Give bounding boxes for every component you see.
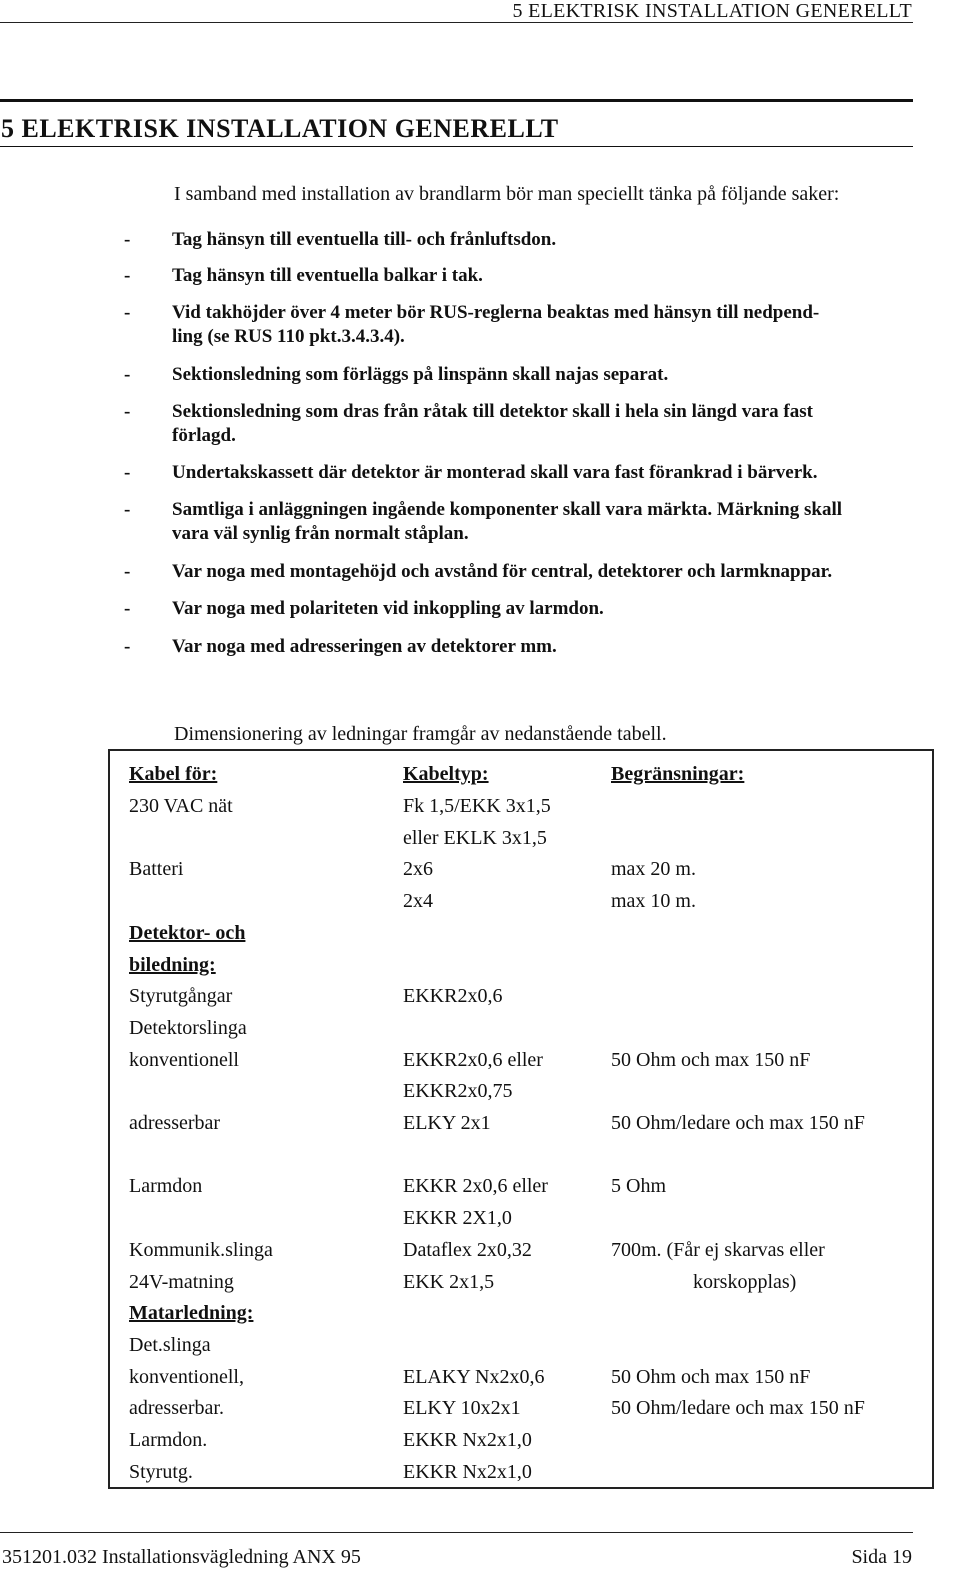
table-cell: EKKR 2x0,6 eller: [403, 1175, 548, 1197]
footer-page-number: Sida 19: [851, 1546, 912, 1568]
bullet-text: Vid takhöjder över 4 meter bör RUS-reglerna beaktas med hänsyn till nedpend-: [172, 302, 820, 323]
table-header-cell: Kabel för:: [129, 763, 218, 785]
dimension-text: Dimensionering av ledningar framgår av nedanstående tabell.: [174, 723, 667, 745]
header-rule: [0, 22, 913, 23]
bullet-item: [0, 302, 960, 324]
table-cell: Det.slinga: [129, 1334, 211, 1356]
table-cell: Fk 1,5/EKK 3x1,5: [403, 795, 551, 817]
running-header: 5 ELEKTRISK INSTALLATION GENERELLT: [512, 0, 912, 22]
bullet-text: Sektionsledning som dras från råtak till detektor skall i hela sin längd vara fast: [172, 401, 813, 422]
table-cell: ELKY 10x2x1: [403, 1397, 521, 1419]
table-cell: Kommunik.slinga: [129, 1239, 273, 1261]
table-cell: 50 Ohm/ledare och max 150 nF: [611, 1397, 865, 1419]
section-rule: [0, 99, 913, 102]
table-cell: ELAKY Nx2x0,6: [403, 1366, 545, 1388]
intro-text: I samband med installation av brandlarm bör man speciellt tänka på följande saker:: [174, 183, 840, 205]
bullet-dash: -: [124, 499, 131, 520]
bullet-dash: -: [124, 364, 131, 385]
table-cell: korskopplas): [693, 1271, 797, 1293]
bullet-text: Tag hänsyn till eventuella balkar i tak.: [172, 265, 483, 286]
bullet-text: Tag hänsyn till eventuella till- och frånluftsdon.: [172, 229, 557, 250]
bullet-text: Undertakskassett där detektor är monterad skall vara fast förankrad i bärverk.: [172, 462, 818, 483]
bullet-item: [0, 561, 960, 583]
table-cell: Dataflex 2x0,32: [403, 1239, 532, 1261]
table-cell: Detektor- och: [129, 922, 246, 944]
bullet-text: Sektionsledning som förläggs på linspänn skall najas separat.: [172, 364, 669, 385]
table-cell: adresserbar: [129, 1112, 221, 1134]
table-cell: 230 VAC nät: [129, 795, 233, 817]
bullet-text: Var noga med montagehöjd och avstånd för central, detektorer och larmknappar.: [172, 561, 833, 582]
bullet-dash: -: [124, 302, 131, 323]
table-cell: Styrutg.: [129, 1461, 193, 1483]
table-cell: Detektorslinga: [129, 1017, 247, 1039]
title-underline: [0, 146, 913, 147]
bullet-text: förlagd.: [172, 425, 236, 446]
bullet-dash: -: [124, 229, 131, 250]
table-cell: EKK 2x1,5: [403, 1271, 495, 1293]
table-cell: EKKR2x0,75: [403, 1080, 513, 1102]
footer-document-id: 351201.032 Installationsvägledning ANX 95: [2, 1546, 361, 1568]
bullet-dash: -: [124, 462, 131, 483]
bullet-dash: -: [124, 598, 131, 619]
table-cell: max 20 m.: [611, 858, 696, 880]
table-cell: 2x6: [403, 858, 433, 880]
table-cell: 50 Ohm och max 150 nF: [611, 1049, 811, 1071]
bullet-text: Var noga med adresseringen av detektorer mm.: [172, 636, 557, 657]
table-cell: 50 Ohm/ledare och max 150 nF: [611, 1112, 865, 1134]
bullet-item: [0, 425, 960, 447]
bullet-dash: -: [124, 265, 131, 286]
bullet-item: [0, 499, 960, 521]
bullet-dash: -: [124, 401, 131, 422]
footer-rule: [0, 1532, 913, 1533]
bullet-dash: -: [124, 636, 131, 657]
table-header-cell: Begränsningar:: [611, 763, 745, 785]
table-cell: Larmdon.: [129, 1429, 208, 1451]
bullet-text: vara väl synlig från normalt ståplan.: [172, 523, 469, 544]
table-cell: EKKR 2X1,0: [403, 1207, 512, 1229]
bullet-item: [0, 636, 960, 658]
table-cell: Matarledning:: [129, 1302, 254, 1324]
table-cell: adresserbar.: [129, 1397, 224, 1419]
table-header-cell: Kabeltyp:: [403, 763, 489, 785]
bullet-item: [0, 462, 960, 484]
table-cell: ELKY 2x1: [403, 1112, 491, 1134]
table-cell: EKKR Nx2x1,0: [403, 1461, 532, 1483]
bullet-item: [0, 326, 960, 348]
table-cell: Batteri: [129, 858, 184, 880]
bullet-item: [0, 523, 960, 545]
table-cell: 24V-matning: [129, 1271, 234, 1293]
bullet-text: Samtliga i anläggningen ingående komponenter skall vara märkta. Märkning skall: [172, 499, 843, 520]
table-cell: 700m. (Får ej skarvas eller: [611, 1239, 825, 1261]
table-cell: konventionell: [129, 1049, 239, 1071]
table-cell: EKKR Nx2x1,0: [403, 1429, 532, 1451]
table-cell: 5 Ohm: [611, 1175, 666, 1197]
bullet-item: [0, 401, 960, 423]
bullet-dash: -: [124, 561, 131, 582]
bullet-item: [0, 229, 960, 251]
bullet-item: [0, 364, 960, 386]
table-cell: max 10 m.: [611, 890, 696, 912]
table-cell: Larmdon: [129, 1175, 203, 1197]
table-cell: EKKR2x0,6 eller: [403, 1049, 543, 1071]
table-cell: 50 Ohm och max 150 nF: [611, 1366, 811, 1388]
bullet-item: [0, 598, 960, 620]
table-cell: 2x4: [403, 890, 433, 912]
table-cell: konventionell,: [129, 1366, 244, 1388]
cable-table: [108, 749, 934, 1489]
table-cell: biledning:: [129, 954, 216, 976]
bullet-item: [0, 265, 960, 287]
bullet-text: Var noga med polariteten vid inkoppling av larmdon.: [172, 598, 604, 619]
table-cell: EKKR2x0,6: [403, 985, 503, 1007]
bullet-text: ling (se RUS 110 pkt.3.4.3.4).: [172, 326, 405, 347]
table-cell: eller EKLK 3x1,5: [403, 827, 547, 849]
section-title: 5 ELEKTRISK INSTALLATION GENERELLT: [1, 114, 559, 143]
table-cell: Styrutgångar: [129, 985, 233, 1007]
